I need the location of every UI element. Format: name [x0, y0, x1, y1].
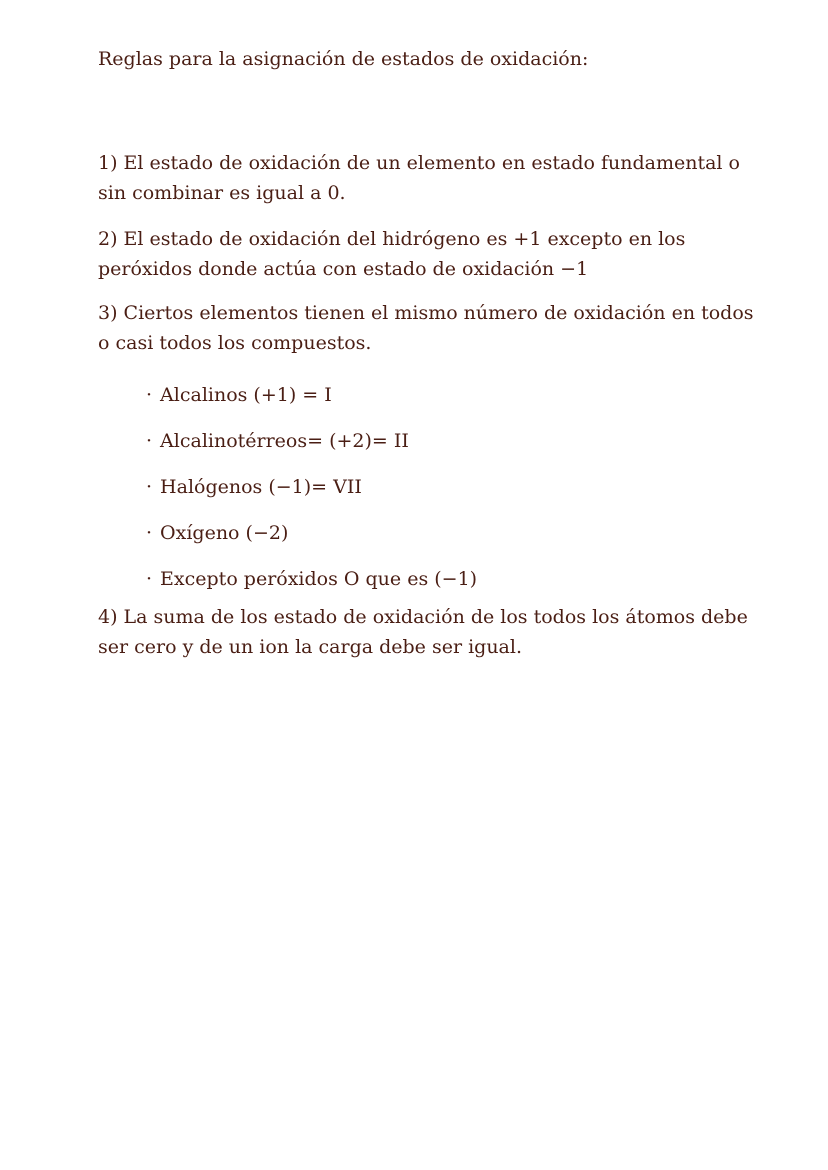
list-item-text: Alcalinos (+1) = I: [160, 384, 332, 406]
bullet-dot: ·: [146, 568, 153, 590]
rule-1: 1) El estado de oxidación de un elemento en estado fundamental o sin combinar es igual a 0.: [98, 152, 740, 204]
bullet-dot: ·: [146, 476, 153, 498]
bullet-dot: ·: [146, 384, 153, 406]
rule-4: 4) La suma de los estado de oxidación de los todos los átomos debe ser cero y de un ion la carga debe ser igual.: [98, 606, 748, 658]
list-item-text: Alcalinotérreos= (+2)= II: [160, 430, 409, 452]
page-title: Reglas para la asignación de estados de oxidación:: [98, 48, 589, 70]
list-item: [146, 418, 477, 464]
list-item: [146, 464, 477, 510]
bullet-dot: ·: [146, 430, 153, 452]
bullet-dot: ·: [146, 522, 153, 544]
list-item-text: Oxígeno (−2): [160, 522, 289, 544]
list-item-text: Excepto peróxidos O que es (−1): [160, 568, 478, 590]
element-list: [146, 372, 477, 602]
list-item-text: Halógenos (−1)= VII: [160, 476, 362, 498]
list-item: [146, 510, 477, 556]
list-item: [146, 372, 477, 418]
list-item: [146, 556, 477, 602]
rule-2: 2) El estado de oxidación del hidrógeno es +1 excepto en los peróxidos donde actúa con estado de oxidación −1: [98, 228, 686, 280]
rule-3: 3) Ciertos elementos tienen el mismo número de oxidación en todos o casi todos los compuestos.: [98, 302, 754, 354]
